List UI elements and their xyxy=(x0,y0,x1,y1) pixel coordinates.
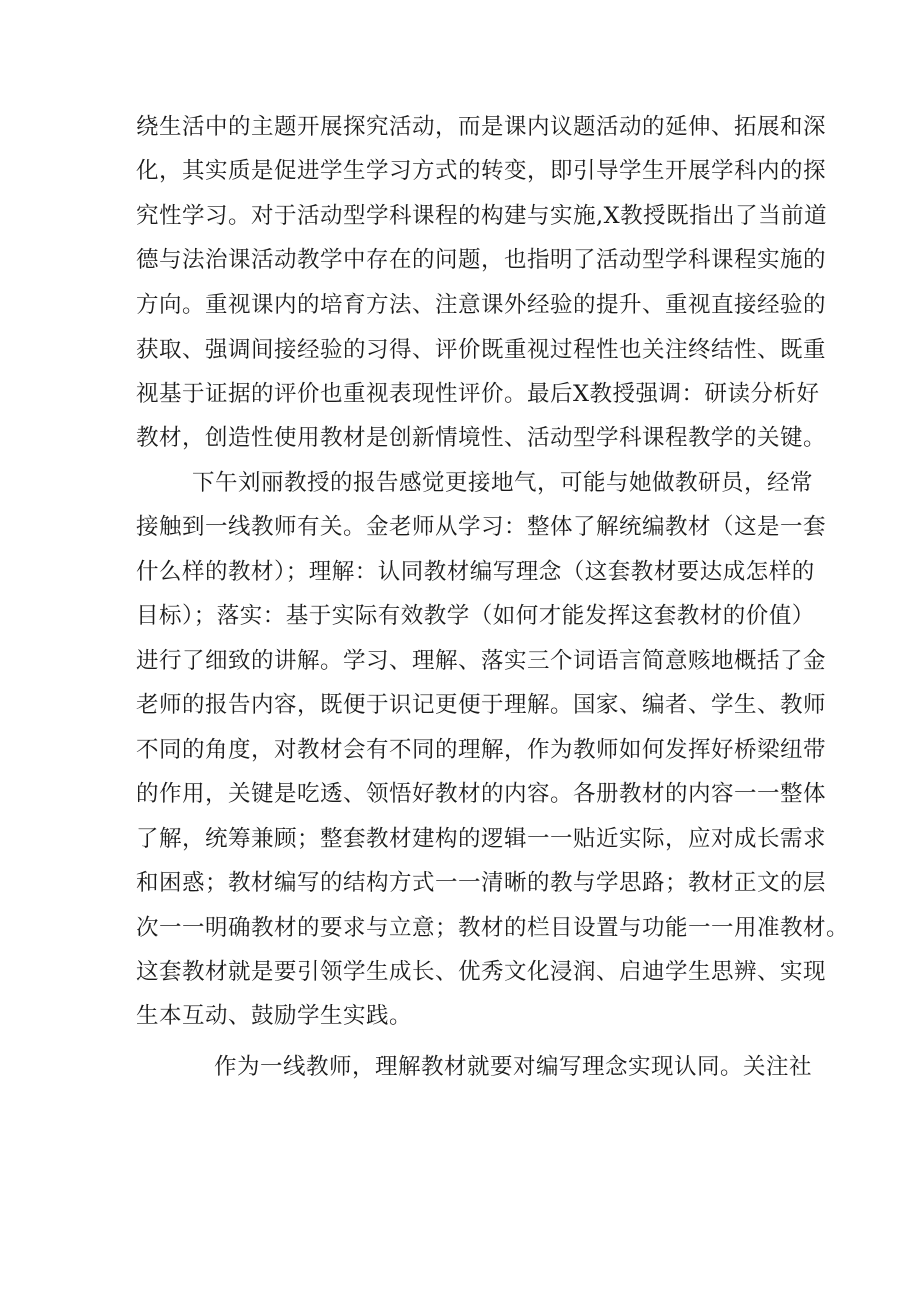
paragraph-line: 究性学习。对于活动型学科课程的构建与实施,X教授既指出了当前道 xyxy=(136,203,828,229)
paragraph-line: 了解，统筹兼顾；整套教材建构的逻辑一一贴近实际，应对成长需求 xyxy=(136,826,827,852)
paragraph-line: 这套教材就是要引领学生成长、优秀文化浸润、启迪学生思辨、实现 xyxy=(136,959,827,985)
paragraph-line: 视基于证据的评价也重视表现性评价。最后X教授强调：研读分析好 xyxy=(136,381,820,407)
paragraph-line: 方向。重视课内的培育方法、注意课外经验的提升、重视直接经验的 xyxy=(136,292,827,318)
paragraph-line: 作为一线教师，理解教材就要对编写理念实现认同。关注社 xyxy=(214,1054,813,1080)
paragraph-line: 德与法治课活动教学中存在的问题，也指明了活动型学科课程实施的 xyxy=(136,247,827,273)
paragraph-line: 和困惑；教材编写的结构方式一一清晰的教与学思路；教材正文的层 xyxy=(136,870,827,896)
paragraph-line: 接触到一线教师有关。金老师从学习：整体了解统编教材（这是一套 xyxy=(136,514,827,540)
paragraph-line: 次一一明确教材的要求与立意；教材的栏目设置与功能一一用准教材。 xyxy=(136,915,850,941)
paragraph-line: 化，其实质是促进学生学习方式的转变，即引导学生开展学科内的探 xyxy=(136,158,827,184)
paragraph-line: 下午刘丽教授的报告感觉更接地气，可能与她做教研员，经常 xyxy=(192,470,814,496)
paragraph-line: 获取、强调间接经验的习得、评价既重视过程性也关注终结性、既重 xyxy=(136,337,827,363)
paragraph-line: 老师的报告内容，既便于识记更便于理解。国家、编者、学生、教师 xyxy=(136,692,827,718)
paragraph-line: 的作用，关键是吃透、领悟好教材的内容。各册教材的内容一一整体 xyxy=(136,781,827,807)
paragraph-line: 进行了细致的讲解。学习、理解、落实三个词语言简意赅地概括了金 xyxy=(136,648,827,674)
paragraph-line: 绕生活中的主题开展探究活动，而是课内议题活动的延伸、拓展和深 xyxy=(136,114,827,140)
paragraph-line: 什么样的教材）；理解：认同教材编写理念（这套教材要达成怎样的 xyxy=(136,559,815,585)
paragraph-line: 目标）；落实：基于实际有效教学（如何才能发挥这套教材的价值） xyxy=(136,603,815,629)
paragraph-line: 不同的角度，对教材会有不同的理解，作为教师如何发挥好桥梁纽带 xyxy=(136,737,827,763)
paragraph-line: 教材，创造性使用教材是创新情境性、活动型学科课程教学的关键。 xyxy=(136,425,827,451)
paragraph-line: 生本互动、鼓励学生实践。 xyxy=(136,1003,413,1029)
